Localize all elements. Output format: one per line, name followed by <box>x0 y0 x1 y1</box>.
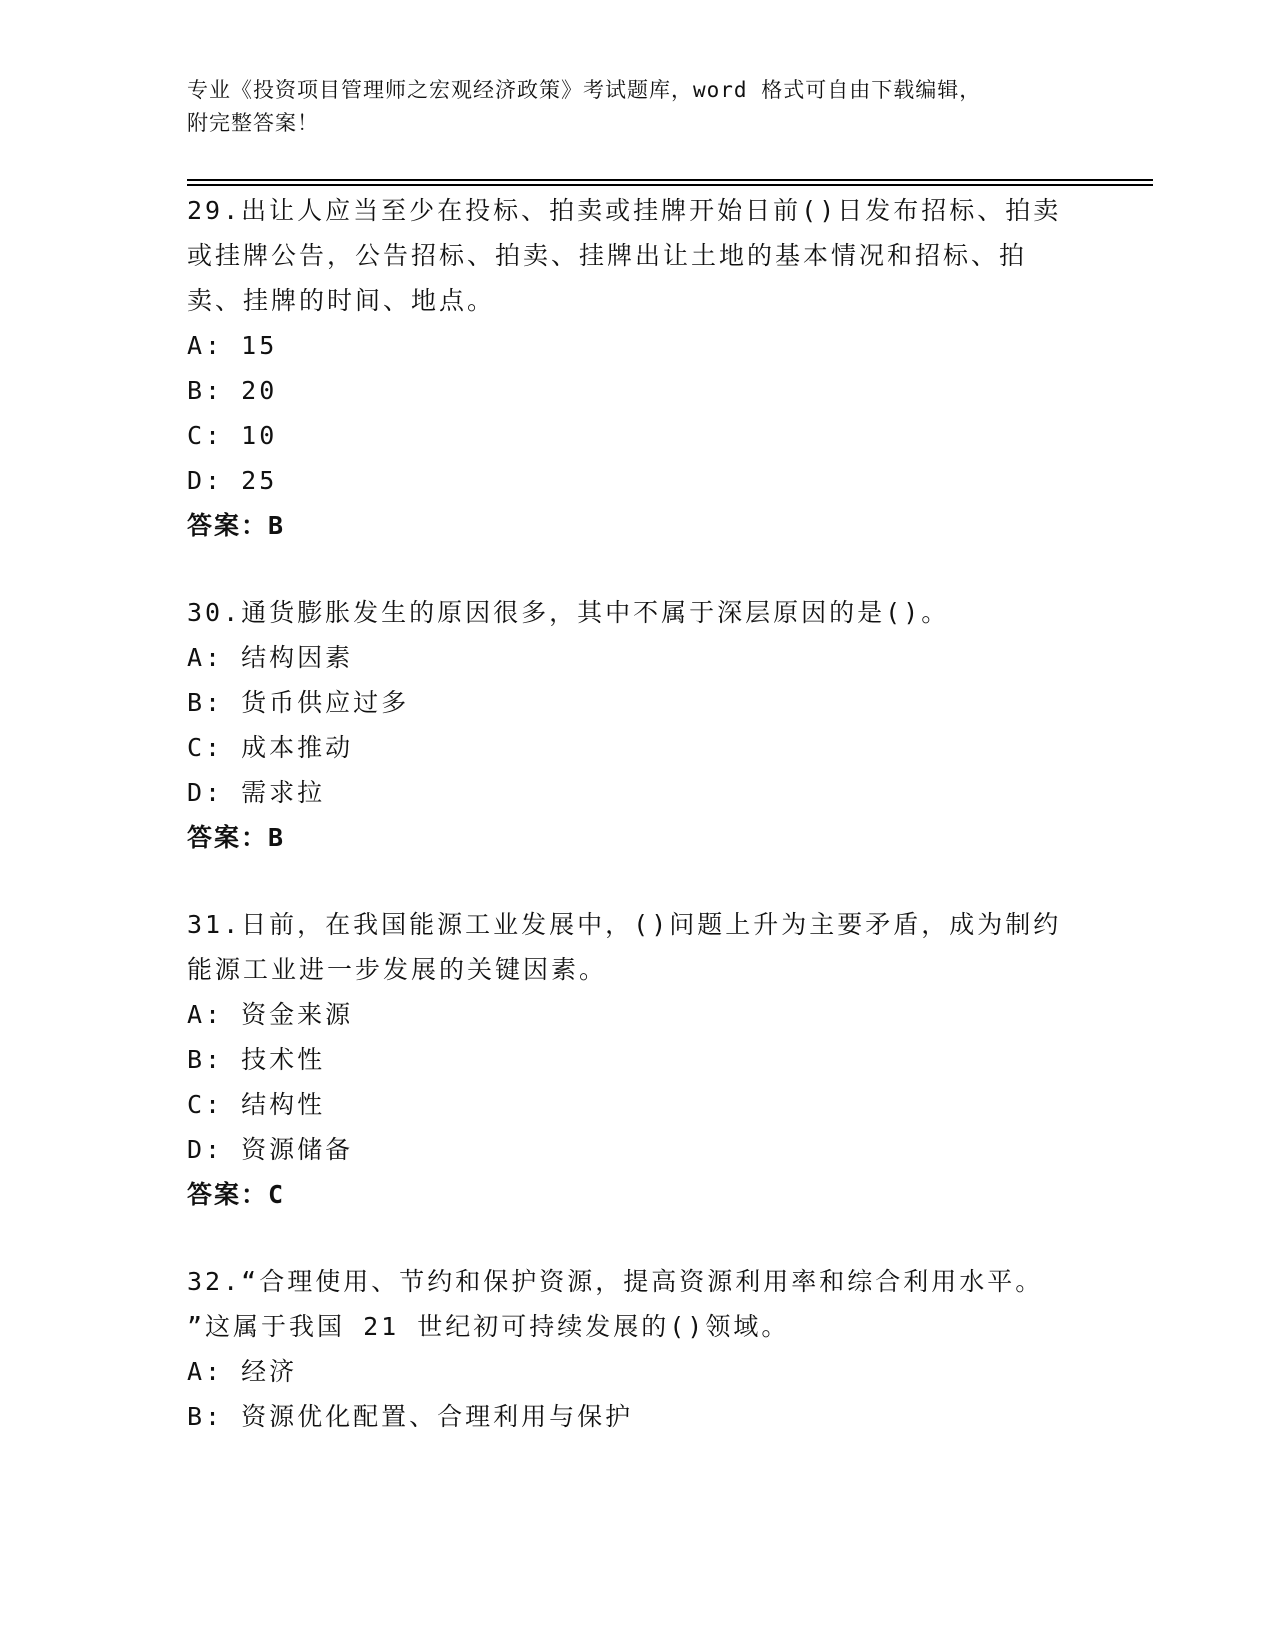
answer-line <box>187 503 1087 548</box>
question-30 <box>187 590 1087 860</box>
option-a: A: 经济 <box>187 1357 298 1386</box>
header-line-2: 附完整答案！ <box>187 111 319 135</box>
answer-value: C <box>268 1180 286 1209</box>
question-list <box>187 188 1087 1439</box>
answer-value: B <box>268 511 286 540</box>
option-b: B: 20 <box>187 376 278 405</box>
option-d: D: 需求拉 <box>187 778 326 807</box>
option-d: D: 资源储备 <box>187 1135 354 1164</box>
option-b: B: 货币供应过多 <box>187 688 410 717</box>
option-a: A: 资金来源 <box>187 1000 354 1029</box>
question-stem-line: 31.日前，在我国能源工业发展中，()问题上升为主要矛盾，成为制约 <box>187 910 1062 939</box>
option-d: D: 25 <box>187 466 278 495</box>
question-stem-line: 30.通货膨胀发生的原因很多，其中不属于深层原因的是()。 <box>187 598 950 627</box>
option-c: C: 结构性 <box>187 1090 326 1119</box>
header-line-1: 专业《投资项目管理师之宏观经济政策》考试题库，word 格式可自由下载编辑， <box>187 78 982 102</box>
option-a: A: 15 <box>187 331 278 360</box>
option-c: C: 成本推动 <box>187 733 354 762</box>
question-stem-line: 32.“合理使用、节约和保护资源，提高资源利用率和综合利用水平。 <box>187 1267 1044 1296</box>
question-stem-line: 29.出让人应当至少在投标、拍卖或挂牌开始日前()日发布招标、拍卖 <box>187 196 1062 225</box>
question-31 <box>187 902 1087 1217</box>
option-c: C: 10 <box>187 421 278 450</box>
document-header <box>187 74 1067 140</box>
answer-value: B <box>268 823 286 852</box>
question-stem-line: 能源工业进一步发展的关键因素。 <box>187 955 608 984</box>
question-stem-line: ”这属于我国 21 世纪初可持续发展的()领域。 <box>187 1312 790 1341</box>
option-b: B: 资源优化配置、合理利用与保护 <box>187 1402 634 1431</box>
question-stem-line: 或挂牌公告，公告招标、拍卖、挂牌出让土地的基本情况和招标、拍 <box>187 241 1028 270</box>
answer-line <box>187 1172 1087 1217</box>
header-divider-bottom <box>187 184 1153 186</box>
question-32 <box>187 1259 1087 1439</box>
answer-label: 答案： <box>187 1180 269 1209</box>
header-divider-top <box>187 179 1153 181</box>
option-a: A: 结构因素 <box>187 643 354 672</box>
answer-label: 答案： <box>187 511 269 540</box>
answer-label: 答案： <box>187 823 269 852</box>
option-b: B: 技术性 <box>187 1045 326 1074</box>
question-29 <box>187 188 1087 548</box>
question-stem-line: 卖、挂牌的时间、地点。 <box>187 286 496 315</box>
answer-line <box>187 815 1087 860</box>
